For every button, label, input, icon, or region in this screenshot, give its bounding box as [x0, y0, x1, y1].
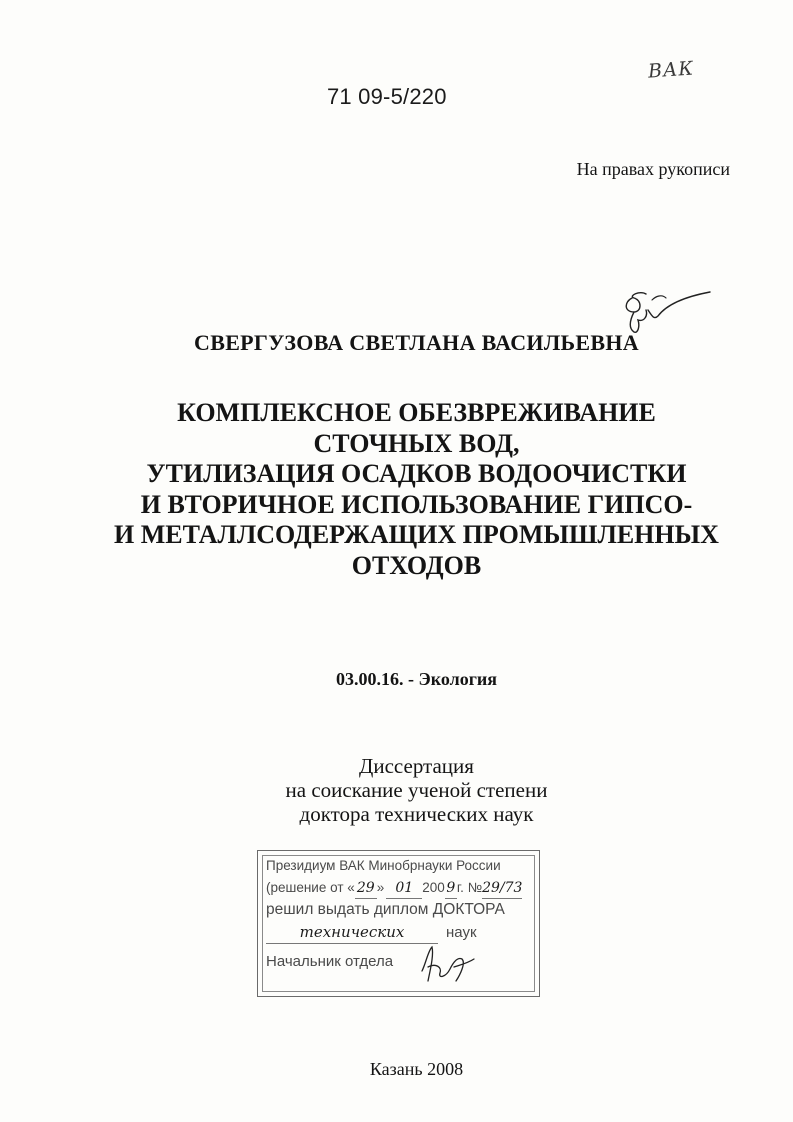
stamp-head-of-department: Начальник отдела [266, 953, 394, 970]
author-signature [618, 286, 714, 336]
stamp-decision-sep: » [376, 880, 385, 895]
stamp-field-suffix: наук [446, 924, 477, 941]
rights-notice: На правах рукописи [576, 159, 730, 179]
degree-line: Диссертация [359, 754, 474, 778]
stamp-decision-month: 01 [386, 878, 422, 899]
handwritten-vak-mark: ВАК [647, 57, 695, 83]
title-line: СТОЧНЫХ ВОД, [313, 428, 520, 458]
degree-line: на соискание ученой степени [285, 778, 548, 802]
title-line: И ВТОРИЧНОЕ ИСПОЛЬЗОВАНИЕ ГИПСО- [140, 489, 693, 519]
stamp-decision-number: 29/73 [482, 878, 522, 899]
dissertation-title [40, 398, 793, 581]
stamp-decision-suffix: г. № [456, 880, 483, 895]
approval-stamp [257, 850, 540, 997]
archive-code: 71 09-5/220 [327, 84, 447, 109]
specialty-code: 03.00.16. - Экология [336, 669, 497, 689]
stamp-decision-year-prefix: 200 [422, 880, 445, 895]
stamp-decision-prefix: (решение от « [266, 880, 355, 895]
degree-description [40, 754, 793, 826]
stamp-decision-line [266, 878, 522, 899]
title-line: УТИЛИЗАЦИЯ ОСАДКОВ ВОДООЧИСТКИ [146, 459, 687, 488]
stamp-field-handwritten: технических [266, 921, 438, 944]
city-year: Казань 2008 [369, 1059, 464, 1079]
stamp-resolution: решил выдать диплом ДОКТОРА [266, 901, 505, 918]
title-line: КОМПЛЕКСНОЕ ОБЕЗВРЕЖИВАНИЕ [177, 398, 656, 427]
stamp-signature [418, 941, 476, 985]
stamp-field-line [266, 921, 528, 944]
degree-line: доктора технических наук [299, 802, 534, 826]
stamp-decision-day: 29 [355, 878, 377, 899]
author-name: СВЕРГУЗОВА СВЕТЛАНА ВАСИЛЬЕВНА [194, 330, 639, 355]
stamp-decision-year-digit: 9 [445, 878, 457, 899]
stamp-authority: Президиум ВАК Минобрнауки России [266, 858, 501, 873]
title-line: ОТХОДОВ [351, 550, 482, 580]
title-line: И МЕТАЛЛСОДЕРЖАЩИХ ПРОМЫШЛЕННЫХ [114, 520, 719, 549]
